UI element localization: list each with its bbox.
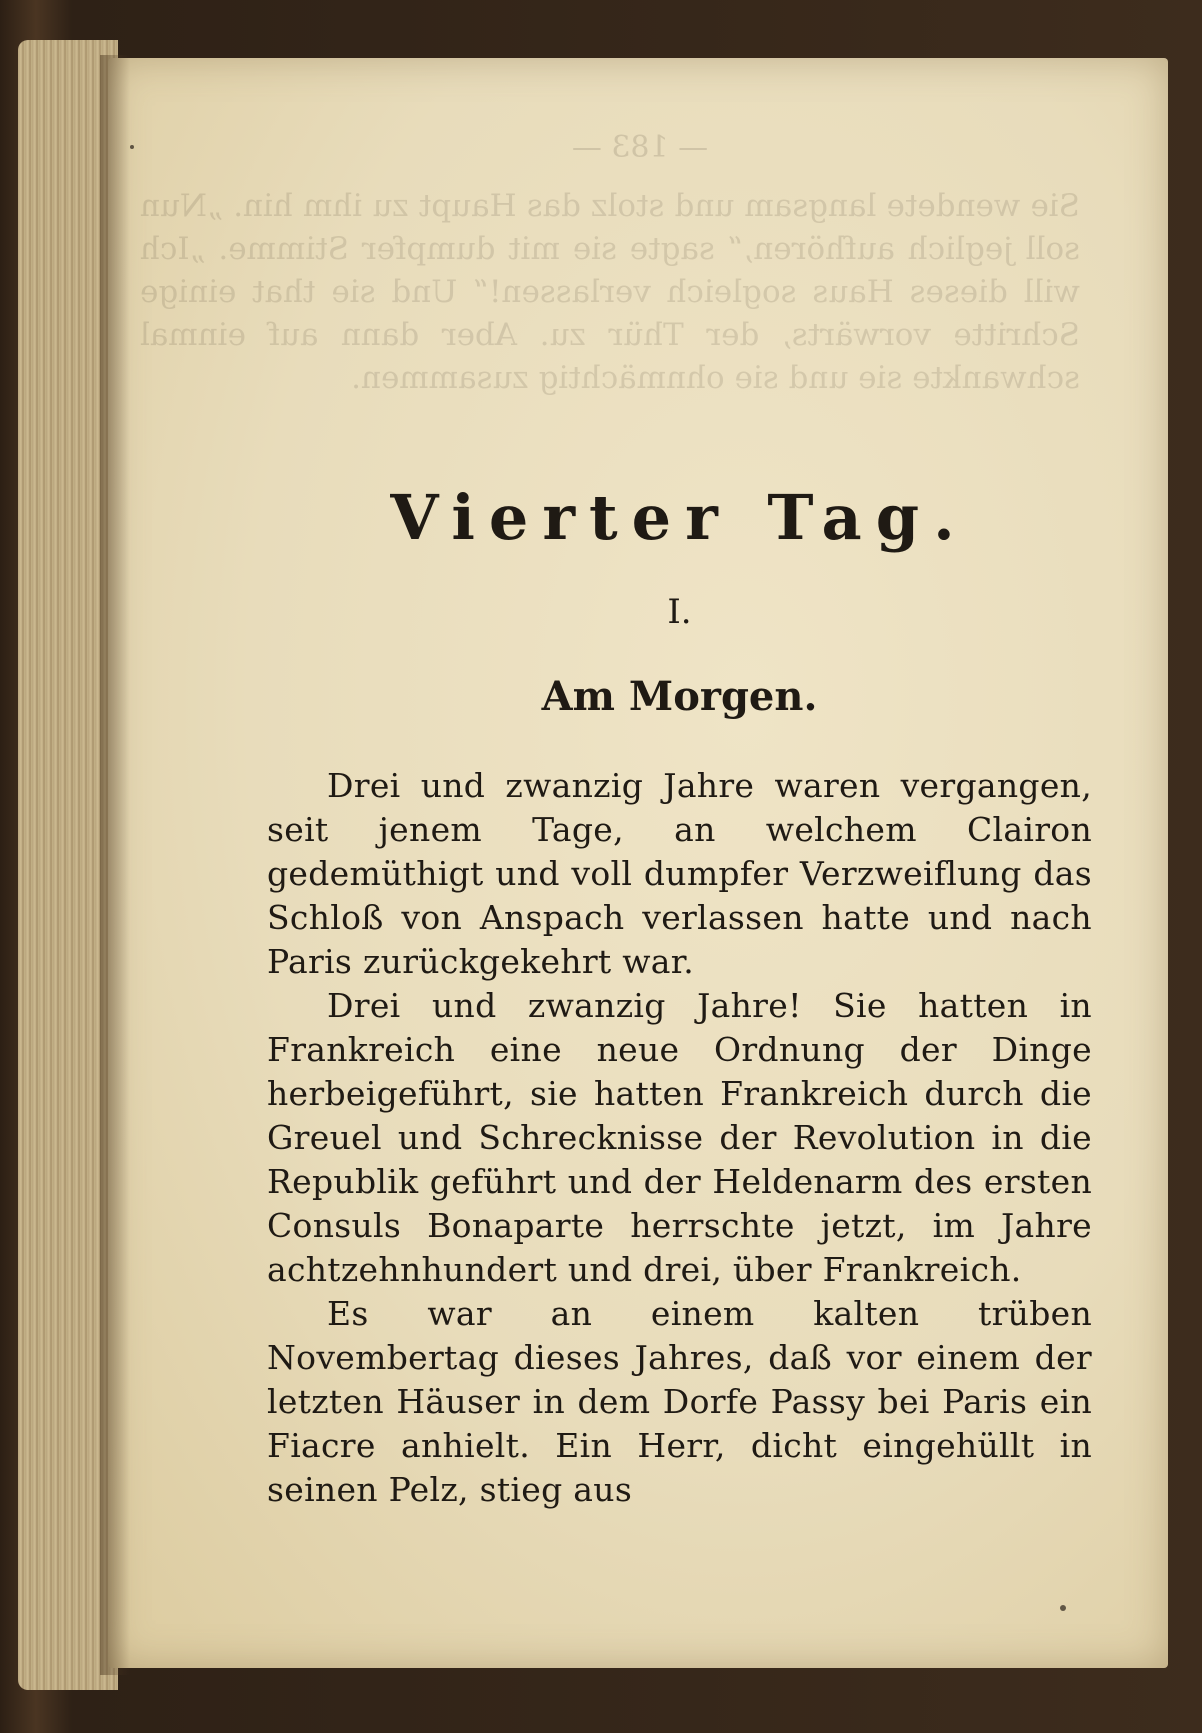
chapter-title: Vierter Tag. xyxy=(390,481,969,554)
page-speck xyxy=(1060,1605,1066,1611)
paragraph-2: Drei und zwanzig Jahre! Sie hatten in Frankreich eine neue Ordnung der Dinge herbeigeführt, sie hatten Frankreich durch die Greuel und Schrecknisse der Revolution in die Republik geführt und der Heldenarm des ersten Consuls Bonaparte herrschte jetzt, im Jahre achtzehnhundert und drei, über Frankreich. xyxy=(267,986,1092,1289)
page-content xyxy=(267,478,1092,1512)
paragraph-3: Es war an einem kalten trüben Novembertag dieses Jahres, daß vor einem der letzten Häuser in dem Dorfe Passy bei Paris ein Fiacre anhielt. Ein Herr, dicht eingehüllt in seinen Pelz, stieg aus xyxy=(267,1294,1092,1509)
page-speck xyxy=(130,145,134,149)
section-number: I. xyxy=(667,592,692,632)
section-heading: Am Morgen. xyxy=(541,673,818,720)
spine-shadow xyxy=(100,55,130,1675)
show-through-page-number: — 183 — xyxy=(571,130,709,165)
paragraph-1: Drei und zwanzig Jahre waren vergangen, seit jenem Tage, an welchem Clairon gedemüthigt und voll dumpfer Verzweiflung das Schloß von Anspach verlassen hatte und nach Paris zurückgekehrt war. xyxy=(267,766,1092,981)
show-through-text: Sie wendete langsam und stolz das Haupt zu ihm hin. „Nun soll jeglich aufhören,“ sagte sie mit dumpfer Stimme. „Ich will dieses Haus sogleich verlassen!“ Und sie that einige Schritte vorwärts, der Thür zu. Aber dann auf einmal schwankte sie und sie ohnmächtig zusammen. xyxy=(140,188,1080,396)
